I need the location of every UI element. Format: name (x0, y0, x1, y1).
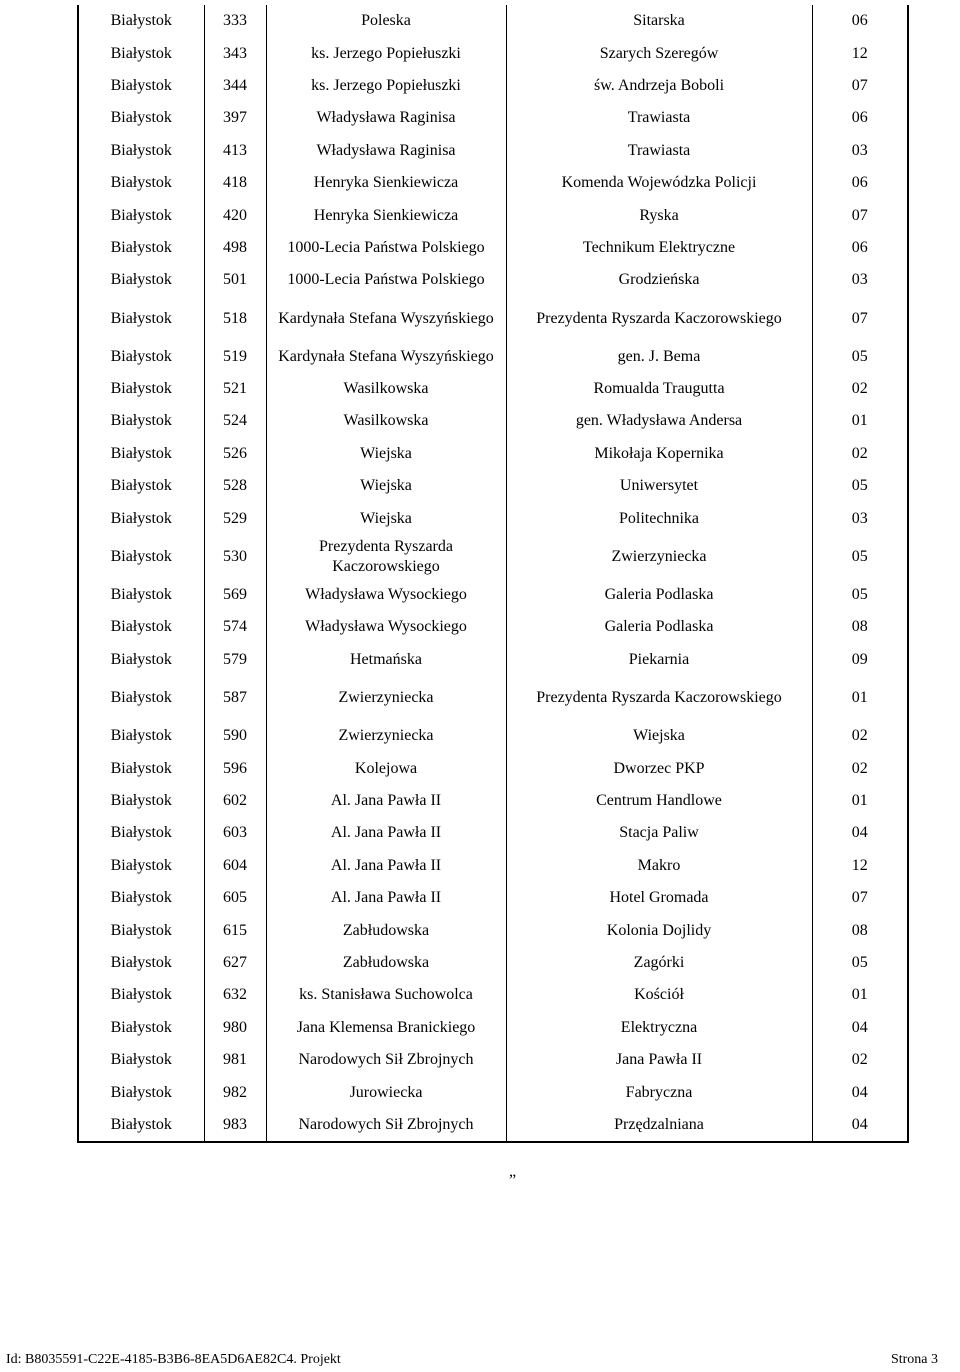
cell-city: Białystok (78, 438, 204, 470)
cell-cross-street: Galeria Podlaska (506, 611, 812, 643)
cell-street: ks. Stanisława Suchowolca (266, 979, 506, 1011)
cell-cross-street: Zagórki (506, 947, 812, 979)
cell-city: Białystok (78, 579, 204, 611)
cell-post-number: 03 (812, 264, 908, 296)
cell-post-number: 02 (812, 752, 908, 784)
cell-street: Kardynała Stefana Wyszyńskiego (266, 341, 506, 373)
cell-cross-street: Grodzieńska (506, 264, 812, 296)
cell-city: Białystok (78, 232, 204, 264)
cell-cross-street: Prezydenta Ryszarda Kaczorowskiego (506, 676, 812, 720)
cell-post-number: 07 (812, 882, 908, 914)
cell-cross-street: Zwierzyniecka (506, 535, 812, 579)
table-row (78, 373, 908, 405)
cell-city: Białystok (78, 947, 204, 979)
document-id-footer: Id: B8035591-C22E-4185-B3B6-8EA5D6AE82C4. Projekt (6, 1352, 341, 1367)
cell-post-number: 04 (812, 1109, 908, 1142)
table-row (78, 1109, 908, 1142)
cell-stop-number: 574 (204, 611, 266, 643)
cell-cross-street: Komenda Wojewódzka Policji (506, 167, 812, 199)
table-row (78, 37, 908, 69)
cell-post-number: 07 (812, 199, 908, 231)
cell-post-number: 02 (812, 1044, 908, 1076)
cell-cross-street: Mikołaja Kopernika (506, 438, 812, 470)
table-row (78, 1044, 908, 1076)
cell-city: Białystok (78, 720, 204, 752)
table-row (78, 102, 908, 134)
cell-post-number: 01 (812, 676, 908, 720)
cell-cross-street: Ryska (506, 199, 812, 231)
cell-stop-number: 627 (204, 947, 266, 979)
cell-stop-number: 418 (204, 167, 266, 199)
cell-post-number: 07 (812, 70, 908, 102)
cell-stop-number: 604 (204, 850, 266, 882)
cell-post-number: 09 (812, 644, 908, 676)
cell-cross-street: Kościół (506, 979, 812, 1011)
table-row (78, 1012, 908, 1044)
cell-stop-number: 530 (204, 535, 266, 579)
cell-stop-number: 983 (204, 1109, 266, 1142)
cell-street: Wasilkowska (266, 373, 506, 405)
cell-post-number: 07 (812, 297, 908, 341)
cell-cross-street: Dworzec PKP (506, 752, 812, 784)
cell-street: Jurowiecka (266, 1076, 506, 1108)
table-row (78, 882, 908, 914)
table-row (78, 470, 908, 502)
cell-post-number: 01 (812, 785, 908, 817)
table-row (78, 644, 908, 676)
cell-cross-street: Hotel Gromada (506, 882, 812, 914)
cell-street: Prezydenta Ryszarda Kaczorowskiego (266, 535, 506, 579)
cell-city: Białystok (78, 1044, 204, 1076)
cell-street: Wiejska (266, 502, 506, 534)
cell-cross-street: Technikum Elektryczne (506, 232, 812, 264)
cell-street: Al. Jana Pawła II (266, 817, 506, 849)
cell-stop-number: 590 (204, 720, 266, 752)
cell-cross-street: gen. Władysława Andersa (506, 405, 812, 437)
cell-post-number: 05 (812, 341, 908, 373)
cell-city: Białystok (78, 1109, 204, 1142)
cell-street: Wasilkowska (266, 405, 506, 437)
cell-street: Zwierzyniecka (266, 676, 506, 720)
cell-city: Białystok (78, 644, 204, 676)
cell-city: Białystok (78, 264, 204, 296)
cell-post-number: 01 (812, 405, 908, 437)
cell-post-number: 12 (812, 850, 908, 882)
table-row (78, 405, 908, 437)
cell-stop-number: 420 (204, 199, 266, 231)
cell-city: Białystok (78, 167, 204, 199)
cell-city: Białystok (78, 850, 204, 882)
cell-street: Poleska (266, 5, 506, 37)
cell-street: 1000-Lecia Państwa Polskiego (266, 232, 506, 264)
cell-stop-number: 982 (204, 1076, 266, 1108)
cell-city: Białystok (78, 611, 204, 643)
cell-stop-number: 981 (204, 1044, 266, 1076)
cell-stop-number: 519 (204, 341, 266, 373)
cell-street: Jana Klemensa Branickiego (266, 1012, 506, 1044)
table-row (78, 720, 908, 752)
cell-post-number: 04 (812, 1076, 908, 1108)
cell-cross-street: Galeria Podlaska (506, 579, 812, 611)
cell-post-number: 06 (812, 102, 908, 134)
cell-street: Al. Jana Pawła II (266, 785, 506, 817)
cell-city: Białystok (78, 817, 204, 849)
table-row (78, 70, 908, 102)
cell-post-number: 05 (812, 579, 908, 611)
cell-street: Władysława Raginisa (266, 135, 506, 167)
cell-cross-street: Stacja Paliw (506, 817, 812, 849)
cell-cross-street: Sitarska (506, 5, 812, 37)
cell-post-number: 02 (812, 438, 908, 470)
cell-street: Al. Jana Pawła II (266, 882, 506, 914)
table-row (78, 5, 908, 37)
cell-street: Henryka Sienkiewicza (266, 167, 506, 199)
cell-post-number: 04 (812, 817, 908, 849)
cell-stop-number: 524 (204, 405, 266, 437)
cell-city: Białystok (78, 5, 204, 37)
cell-city: Białystok (78, 297, 204, 341)
cell-post-number: 05 (812, 947, 908, 979)
table-row (78, 676, 908, 720)
cell-post-number: 08 (812, 611, 908, 643)
cell-city: Białystok (78, 405, 204, 437)
cell-stop-number: 615 (204, 914, 266, 946)
table-row (78, 947, 908, 979)
cell-city: Białystok (78, 882, 204, 914)
cell-stop-number: 528 (204, 470, 266, 502)
cell-cross-street: Prezydenta Ryszarda Kaczorowskiego (506, 297, 812, 341)
cell-city: Białystok (78, 470, 204, 502)
cell-city: Białystok (78, 914, 204, 946)
cell-post-number: 12 (812, 37, 908, 69)
cell-stop-number: 605 (204, 882, 266, 914)
table-row (78, 579, 908, 611)
cell-stop-number: 603 (204, 817, 266, 849)
table-row (78, 438, 908, 470)
table-row (78, 817, 908, 849)
table-row (78, 135, 908, 167)
cell-cross-street: Szarych Szeregów (506, 37, 812, 69)
cell-cross-street: Fabryczna (506, 1076, 812, 1108)
cell-city: Białystok (78, 676, 204, 720)
cell-city: Białystok (78, 102, 204, 134)
cell-cross-street: Wiejska (506, 720, 812, 752)
cell-city: Białystok (78, 785, 204, 817)
cell-city: Białystok (78, 752, 204, 784)
cell-stop-number: 498 (204, 232, 266, 264)
cell-street: Al. Jana Pawła II (266, 850, 506, 882)
bus-stops-table (77, 5, 909, 1143)
cell-street: ks. Jerzego Popiełuszki (266, 70, 506, 102)
cell-stop-number: 632 (204, 979, 266, 1011)
cell-city: Białystok (78, 135, 204, 167)
cell-street: Zabłudowska (266, 947, 506, 979)
table-row (78, 785, 908, 817)
cell-post-number: 03 (812, 135, 908, 167)
cell-cross-street: gen. J. Bema (506, 341, 812, 373)
table-row (78, 850, 908, 882)
cell-street: Zabłudowska (266, 914, 506, 946)
table-row (78, 502, 908, 534)
cell-city: Białystok (78, 535, 204, 579)
cell-cross-street: Trawiasta (506, 102, 812, 134)
table-row (78, 232, 908, 264)
cell-street: Wiejska (266, 438, 506, 470)
cell-city: Białystok (78, 502, 204, 534)
table-row (78, 297, 908, 341)
cell-cross-street: Makro (506, 850, 812, 882)
cell-stop-number: 980 (204, 1012, 266, 1044)
table-row (78, 535, 908, 579)
cell-post-number: 03 (812, 502, 908, 534)
cell-stop-number: 344 (204, 70, 266, 102)
cell-city: Białystok (78, 341, 204, 373)
table-row (78, 979, 908, 1011)
cell-street: Władysława Wysockiego (266, 611, 506, 643)
cell-cross-street: Romualda Traugutta (506, 373, 812, 405)
cell-street: Zwierzyniecka (266, 720, 506, 752)
table-row (78, 1076, 908, 1108)
cell-stop-number: 521 (204, 373, 266, 405)
cell-stop-number: 529 (204, 502, 266, 534)
cell-street: Władysława Wysockiego (266, 579, 506, 611)
cell-city: Białystok (78, 373, 204, 405)
cell-stop-number: 343 (204, 37, 266, 69)
cell-stop-number: 602 (204, 785, 266, 817)
cell-city: Białystok (78, 70, 204, 102)
table-row (78, 199, 908, 231)
cell-stop-number: 587 (204, 676, 266, 720)
cell-street: Narodowych Sił Zbrojnych (266, 1044, 506, 1076)
cell-stop-number: 579 (204, 644, 266, 676)
cell-city: Białystok (78, 199, 204, 231)
cell-post-number: 04 (812, 1012, 908, 1044)
cell-stop-number: 518 (204, 297, 266, 341)
cell-street: Władysława Raginisa (266, 102, 506, 134)
cell-cross-street: Uniwersytet (506, 470, 812, 502)
table-row (78, 752, 908, 784)
cell-cross-street: Elektryczna (506, 1012, 812, 1044)
page-number-footer: Strona 3 (890, 1352, 938, 1367)
cell-cross-street: Politechnika (506, 502, 812, 534)
cell-cross-street: Piekarnia (506, 644, 812, 676)
cell-post-number: 06 (812, 232, 908, 264)
cell-cross-street: św. Andrzeja Boboli (506, 70, 812, 102)
cell-cross-street: Jana Pawła II (506, 1044, 812, 1076)
cell-stop-number: 526 (204, 438, 266, 470)
cell-cross-street: Centrum Handlowe (506, 785, 812, 817)
cell-city: Białystok (78, 1012, 204, 1044)
cell-post-number: 05 (812, 470, 908, 502)
cell-stop-number: 596 (204, 752, 266, 784)
cell-city: Białystok (78, 1076, 204, 1108)
cell-city: Białystok (78, 37, 204, 69)
cell-cross-street: Trawiasta (506, 135, 812, 167)
cell-street: Narodowych Sił Zbrojnych (266, 1109, 506, 1142)
cell-stop-number: 569 (204, 579, 266, 611)
cell-stop-number: 501 (204, 264, 266, 296)
cell-post-number: 06 (812, 5, 908, 37)
table-body (78, 5, 908, 1142)
table-row (78, 611, 908, 643)
cell-street: Wiejska (266, 470, 506, 502)
cell-street: Kolejowa (266, 752, 506, 784)
table-row (78, 264, 908, 296)
cell-street: ks. Jerzego Popiełuszki (266, 37, 506, 69)
cell-post-number: 08 (812, 914, 908, 946)
cell-cross-street: Przędzalniana (506, 1109, 812, 1142)
table-row (78, 341, 908, 373)
cell-post-number: 05 (812, 535, 908, 579)
cell-post-number: 02 (812, 720, 908, 752)
cell-street: Henryka Sienkiewicza (266, 199, 506, 231)
cell-post-number: 02 (812, 373, 908, 405)
cell-street: Hetmańska (266, 644, 506, 676)
cell-street: 1000-Lecia Państwa Polskiego (266, 264, 506, 296)
cell-cross-street: Kolonia Dojlidy (506, 914, 812, 946)
closing-quote: ” (509, 1172, 517, 1189)
cell-post-number: 01 (812, 979, 908, 1011)
cell-stop-number: 397 (204, 102, 266, 134)
cell-street: Kardynała Stefana Wyszyńskiego (266, 297, 506, 341)
cell-stop-number: 413 (204, 135, 266, 167)
cell-stop-number: 333 (204, 5, 266, 37)
table-row (78, 167, 908, 199)
cell-post-number: 06 (812, 167, 908, 199)
table-row (78, 914, 908, 946)
cell-city: Białystok (78, 979, 204, 1011)
